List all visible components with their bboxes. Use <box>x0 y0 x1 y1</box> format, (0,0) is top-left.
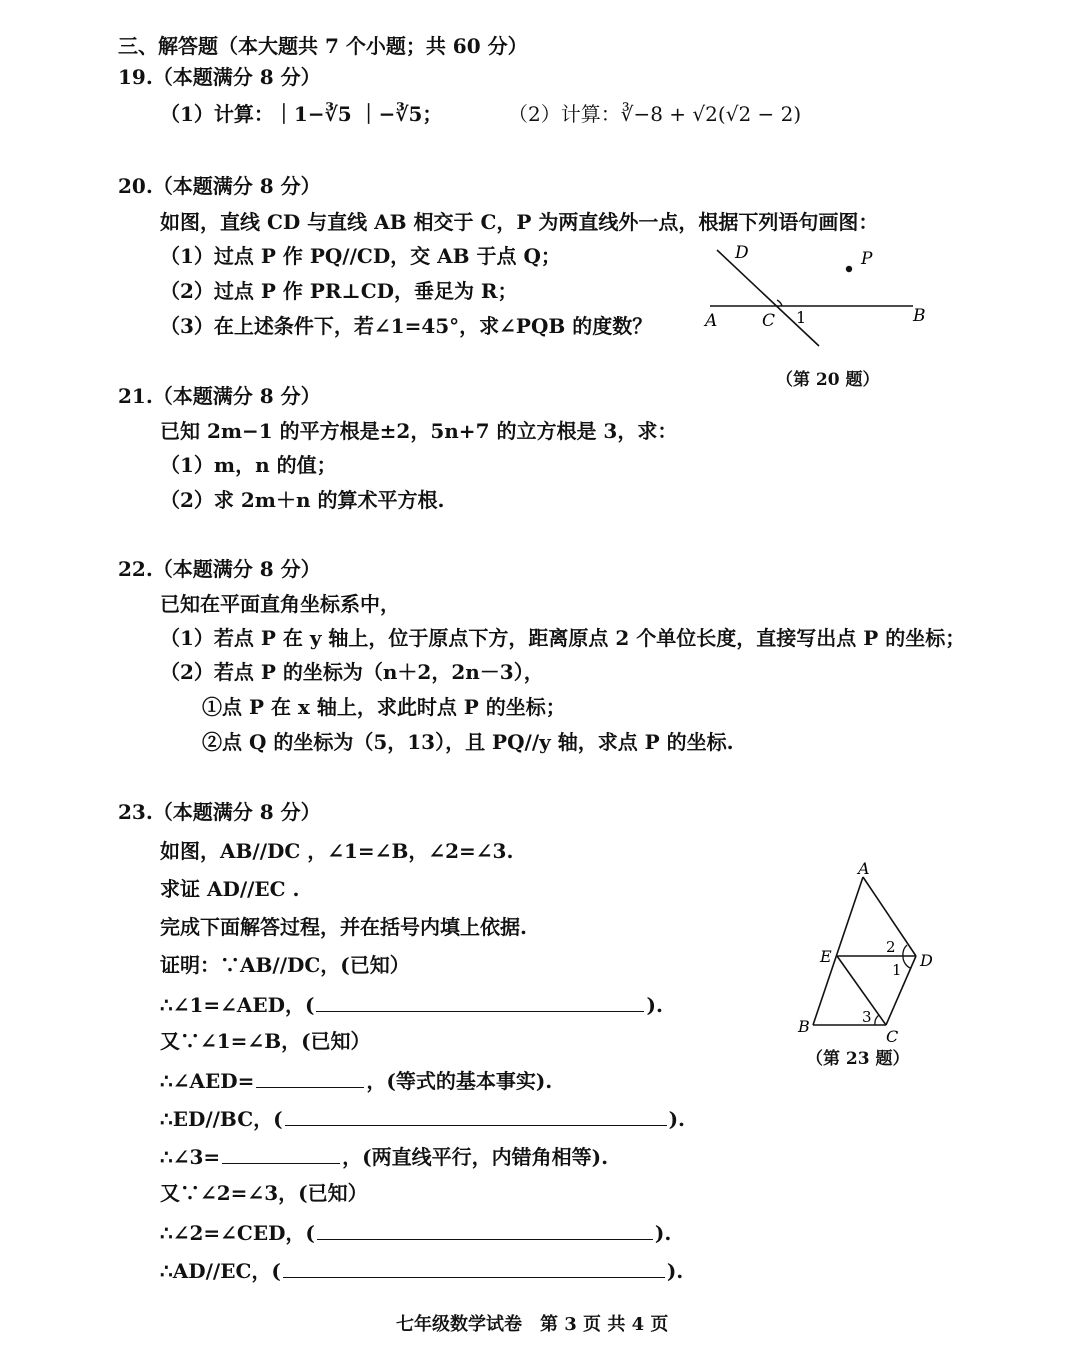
label-a: A <box>858 860 870 878</box>
q22-part1: （1）若点 P 在 y 轴上，位于原点下方，距离原点 2 个单位长度，直接写出点 P 的坐标； <box>160 626 966 650</box>
section-heading: 三、解答题（本大题共 7 个小题；共 60 分） <box>118 34 528 58</box>
blank-angle-aed[interactable] <box>256 1065 364 1088</box>
q22-part2: （2）若点 P 的坐标为（n＋2，2n－3）， <box>160 660 544 684</box>
q22-header: 22.（本题满分 8 分） <box>118 557 321 581</box>
page-footer: 七年级数学试卷 第 3 页 共 4 页 <box>396 1314 669 1335</box>
q21-part1: （1）m，n 的值； <box>160 453 337 477</box>
angle-1-arc <box>777 300 782 306</box>
label-b: B <box>913 306 926 326</box>
proof-line-3: 又∵∠1=∠B，(已知） <box>160 1029 371 1053</box>
q22-sub1: ①点 P 在 x 轴上，求此时点 P 的坐标； <box>202 695 566 719</box>
proof-line-9 <box>160 1255 683 1285</box>
proof-line-8-end: ). <box>654 1221 672 1245</box>
q20-step2: （2）过点 P 作 PR⊥CD，垂足为 R； <box>160 279 518 303</box>
q23-figure <box>786 860 946 1050</box>
q23-prove: 求证 AD//EC . <box>160 877 300 901</box>
label-p: P <box>861 249 873 269</box>
label-c: C <box>886 1027 899 1046</box>
label-angle-1: 1 <box>796 308 807 327</box>
q19-part1: （1）计算：｜1−∛5 ｜−∛5； <box>160 102 443 126</box>
point-p <box>846 266 852 272</box>
proof-line-5-start: ∴ED//BC，( <box>160 1107 283 1131</box>
proof-line-8 <box>160 1217 671 1247</box>
proof-line-7: 又∵∠2=∠3，(已知） <box>160 1181 368 1205</box>
proof-line-6-start: ∴∠3= <box>160 1145 221 1169</box>
q20-header: 20.（本题满分 8 分） <box>118 174 321 198</box>
q21-part2: （2）求 2m＋n 的算术平方根. <box>160 488 445 512</box>
proof-line-4-end: ，(等式的基本事实). <box>366 1069 553 1093</box>
q19-part2: （2）计算：∛−8 + √2(√2 − 2) <box>508 102 802 126</box>
blank-reason-2[interactable] <box>285 1103 667 1126</box>
q20-caption: （第 20 题） <box>776 370 880 390</box>
proof-line-1: 证明：∵AB//DC，(已知） <box>160 953 410 977</box>
q20-step1: （1）过点 P 作 PQ//CD，交 AB 于点 Q； <box>160 244 561 268</box>
q22-intro: 已知在平面直角坐标系中， <box>160 592 400 616</box>
q21-intro: 已知 2m−1 的平方根是±2，5n+7 的立方根是 3，求： <box>160 419 678 443</box>
line-cd <box>717 250 819 346</box>
proof-line-2 <box>160 989 663 1019</box>
q23-given: 如图，AB//DC ，∠1=∠B，∠2=∠3. <box>160 839 514 863</box>
q23-caption: （第 23 题） <box>806 1049 910 1069</box>
label-angle-1: 1 <box>892 961 902 979</box>
proof-line-5 <box>160 1103 685 1133</box>
label-b: B <box>798 1017 810 1036</box>
label-d: D <box>920 951 933 970</box>
blank-reason-1[interactable] <box>316 989 644 1012</box>
q20-step3: （3）在上述条件下，若∠1=45°，求∠PQB 的度数？ <box>160 314 653 338</box>
proof-line-6-end: ，(两直线平行，内错角相等). <box>342 1145 609 1169</box>
proof-line-4 <box>160 1065 552 1095</box>
label-e: E <box>820 947 832 966</box>
proof-line-5-end: ). <box>668 1107 686 1131</box>
angle-1-arc <box>903 956 910 968</box>
proof-line-2-start: ∴∠1=∠AED，( <box>160 993 315 1017</box>
proof-line-9-end: ). <box>666 1259 684 1283</box>
proof-line-9-start: ∴AD//EC，( <box>160 1259 281 1283</box>
label-angle-3: 3 <box>862 1008 872 1026</box>
label-d: D <box>735 243 749 263</box>
label-c: C <box>762 311 776 331</box>
q20-intro: 如图，直线 CD 与直线 AB 相交于 C，P 为两直线外一点，根据下列语句画图： <box>160 210 879 234</box>
proof-line-4-start: ∴∠AED= <box>160 1069 255 1093</box>
q19-header: 19.（本题满分 8 分） <box>118 65 321 89</box>
proof-line-8-start: ∴∠2=∠CED，( <box>160 1221 315 1245</box>
angle-3-arc <box>875 1015 879 1025</box>
q21-header: 21.（本题满分 8 分） <box>118 384 321 408</box>
q22-sub2: ②点 Q 的坐标为（5，13），且 PQ//y 轴，求点 P 的坐标. <box>202 730 734 754</box>
blank-reason-3[interactable] <box>317 1217 653 1240</box>
proof-line-6 <box>160 1141 608 1171</box>
blank-angle-3[interactable] <box>222 1141 340 1164</box>
label-angle-2: 2 <box>886 938 896 956</box>
q23-instruction: 完成下面解答过程，并在括号内填上依据. <box>160 915 527 939</box>
q23-header: 23.（本题满分 8 分） <box>118 800 321 824</box>
angle-2-arc <box>903 945 907 956</box>
label-a: A <box>705 311 718 331</box>
proof-line-2-end: ). <box>646 993 663 1017</box>
blank-reason-4[interactable] <box>283 1255 665 1278</box>
